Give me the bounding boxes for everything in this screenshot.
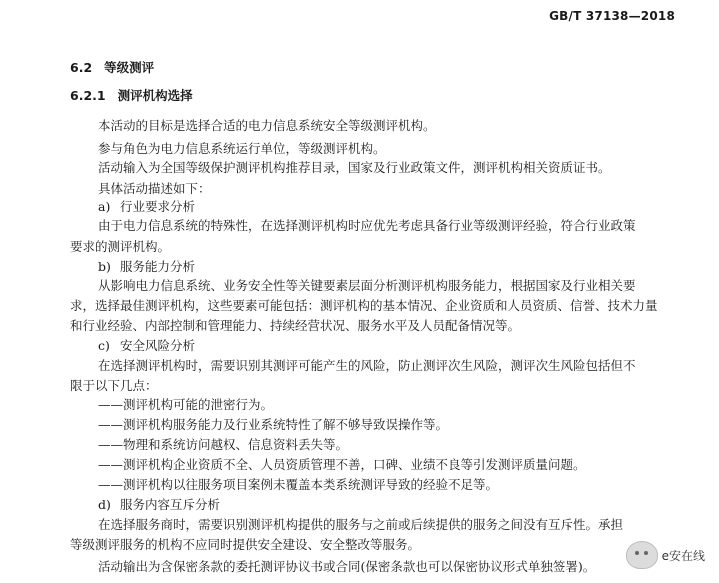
item-c-line-2: 限于以下几点： [70, 378, 158, 393]
paragraph-roles: 参与角色为电力信息系统运行单位，等级测评机构。 [98, 141, 386, 156]
item-b-line-3: 和行业经验、内部控制和管理能力、持续经营状况、服务水平及人员配备情况等。 [70, 318, 521, 333]
item-d-line-1: 在选择服务商时，需要识别测评机构提供的服务与之前或后续提供的服务之间没有互斥性。承担 [98, 517, 624, 532]
item-a-heading [98, 198, 195, 216]
item-a-marker: a) [98, 199, 111, 214]
item-c-dash-2: ——测评机构服务能力及行业系统特性了解不够导致误操作等。 [98, 417, 449, 432]
item-d-title: 服务内容互斥分析 [120, 497, 221, 512]
subsection-title: 测评机构选择 [117, 88, 193, 103]
standard-code: GB/T 37138—2018 [549, 9, 675, 23]
paragraph-description: 具体活动描述如下： [98, 181, 211, 196]
item-c-line-1: 在选择测评机构时，需要识别其测评可能产生的风险，防止测评次生风险，测评次生风险包括但不 [98, 358, 636, 373]
section-heading [70, 59, 154, 77]
section-title: 等级测评 [104, 60, 155, 75]
item-a-title: 行业要求分析 [120, 199, 196, 214]
item-b-heading [98, 258, 195, 276]
item-c-dash-4: ——测评机构企业资质不全、人员资质管理不善，口碑、业绩不良等引发测评质量问题。 [98, 457, 586, 472]
watermark [626, 541, 705, 569]
item-d-marker: d) [98, 497, 111, 512]
item-c-title: 安全风险分析 [120, 338, 196, 353]
item-c-dash-5: ——测评机构以往服务项目案例未覆盖本类系统测评导致的经验不足等。 [98, 477, 499, 492]
item-a-line-1: 由于电力信息系统的特殊性，在选择测评机构时应优先考虑具备行业等级测评经验，符合行业政策 [98, 218, 636, 233]
item-d-line-2: 等级测评服务的机构不应同时提供安全建设、安全整改等服务。 [70, 537, 421, 552]
paragraph-goal: 本活动的目标是选择合适的电力信息系统安全等级测评机构。 [98, 118, 436, 133]
watermark-text: e安在线 [661, 548, 705, 563]
subsection-heading [70, 87, 193, 105]
item-b-marker: b) [98, 259, 111, 274]
paragraph-output: 活动输出为含保密条款的委托测评协议书或合同(保密条款也可以保密协议形式单独签署)。 [98, 559, 596, 574]
subsection-number: 6.2.1 [70, 88, 106, 103]
item-b-line-2: 求，选择最佳测评机构，这些要素可能包括：测评机构的基本情况、企业资质和人员资质、信誉、技术力量 [70, 298, 658, 313]
item-a-line-2: 要求的测评机构。 [70, 239, 171, 254]
wechat-icon [626, 541, 658, 569]
paragraph-input: 活动输入为全国等级保护测评机构推荐目录，国家及行业政策文件，测评机构相关资质证书。 [98, 160, 611, 175]
item-b-line-1: 从影响电力信息系统、业务安全性等关键要素层面分析测评机构服务能力，根据国家及行业相关要 [98, 278, 636, 293]
item-c-heading [98, 337, 195, 355]
item-c-dash-1: ——测评机构可能的泄密行为。 [98, 397, 274, 412]
item-c-marker: c) [98, 338, 110, 353]
item-c-dash-3: ——物理和系统访问越权、信息资料丢失等。 [98, 437, 349, 452]
section-number: 6.2 [70, 60, 93, 75]
item-b-title: 服务能力分析 [120, 259, 196, 274]
item-d-heading [98, 496, 220, 514]
